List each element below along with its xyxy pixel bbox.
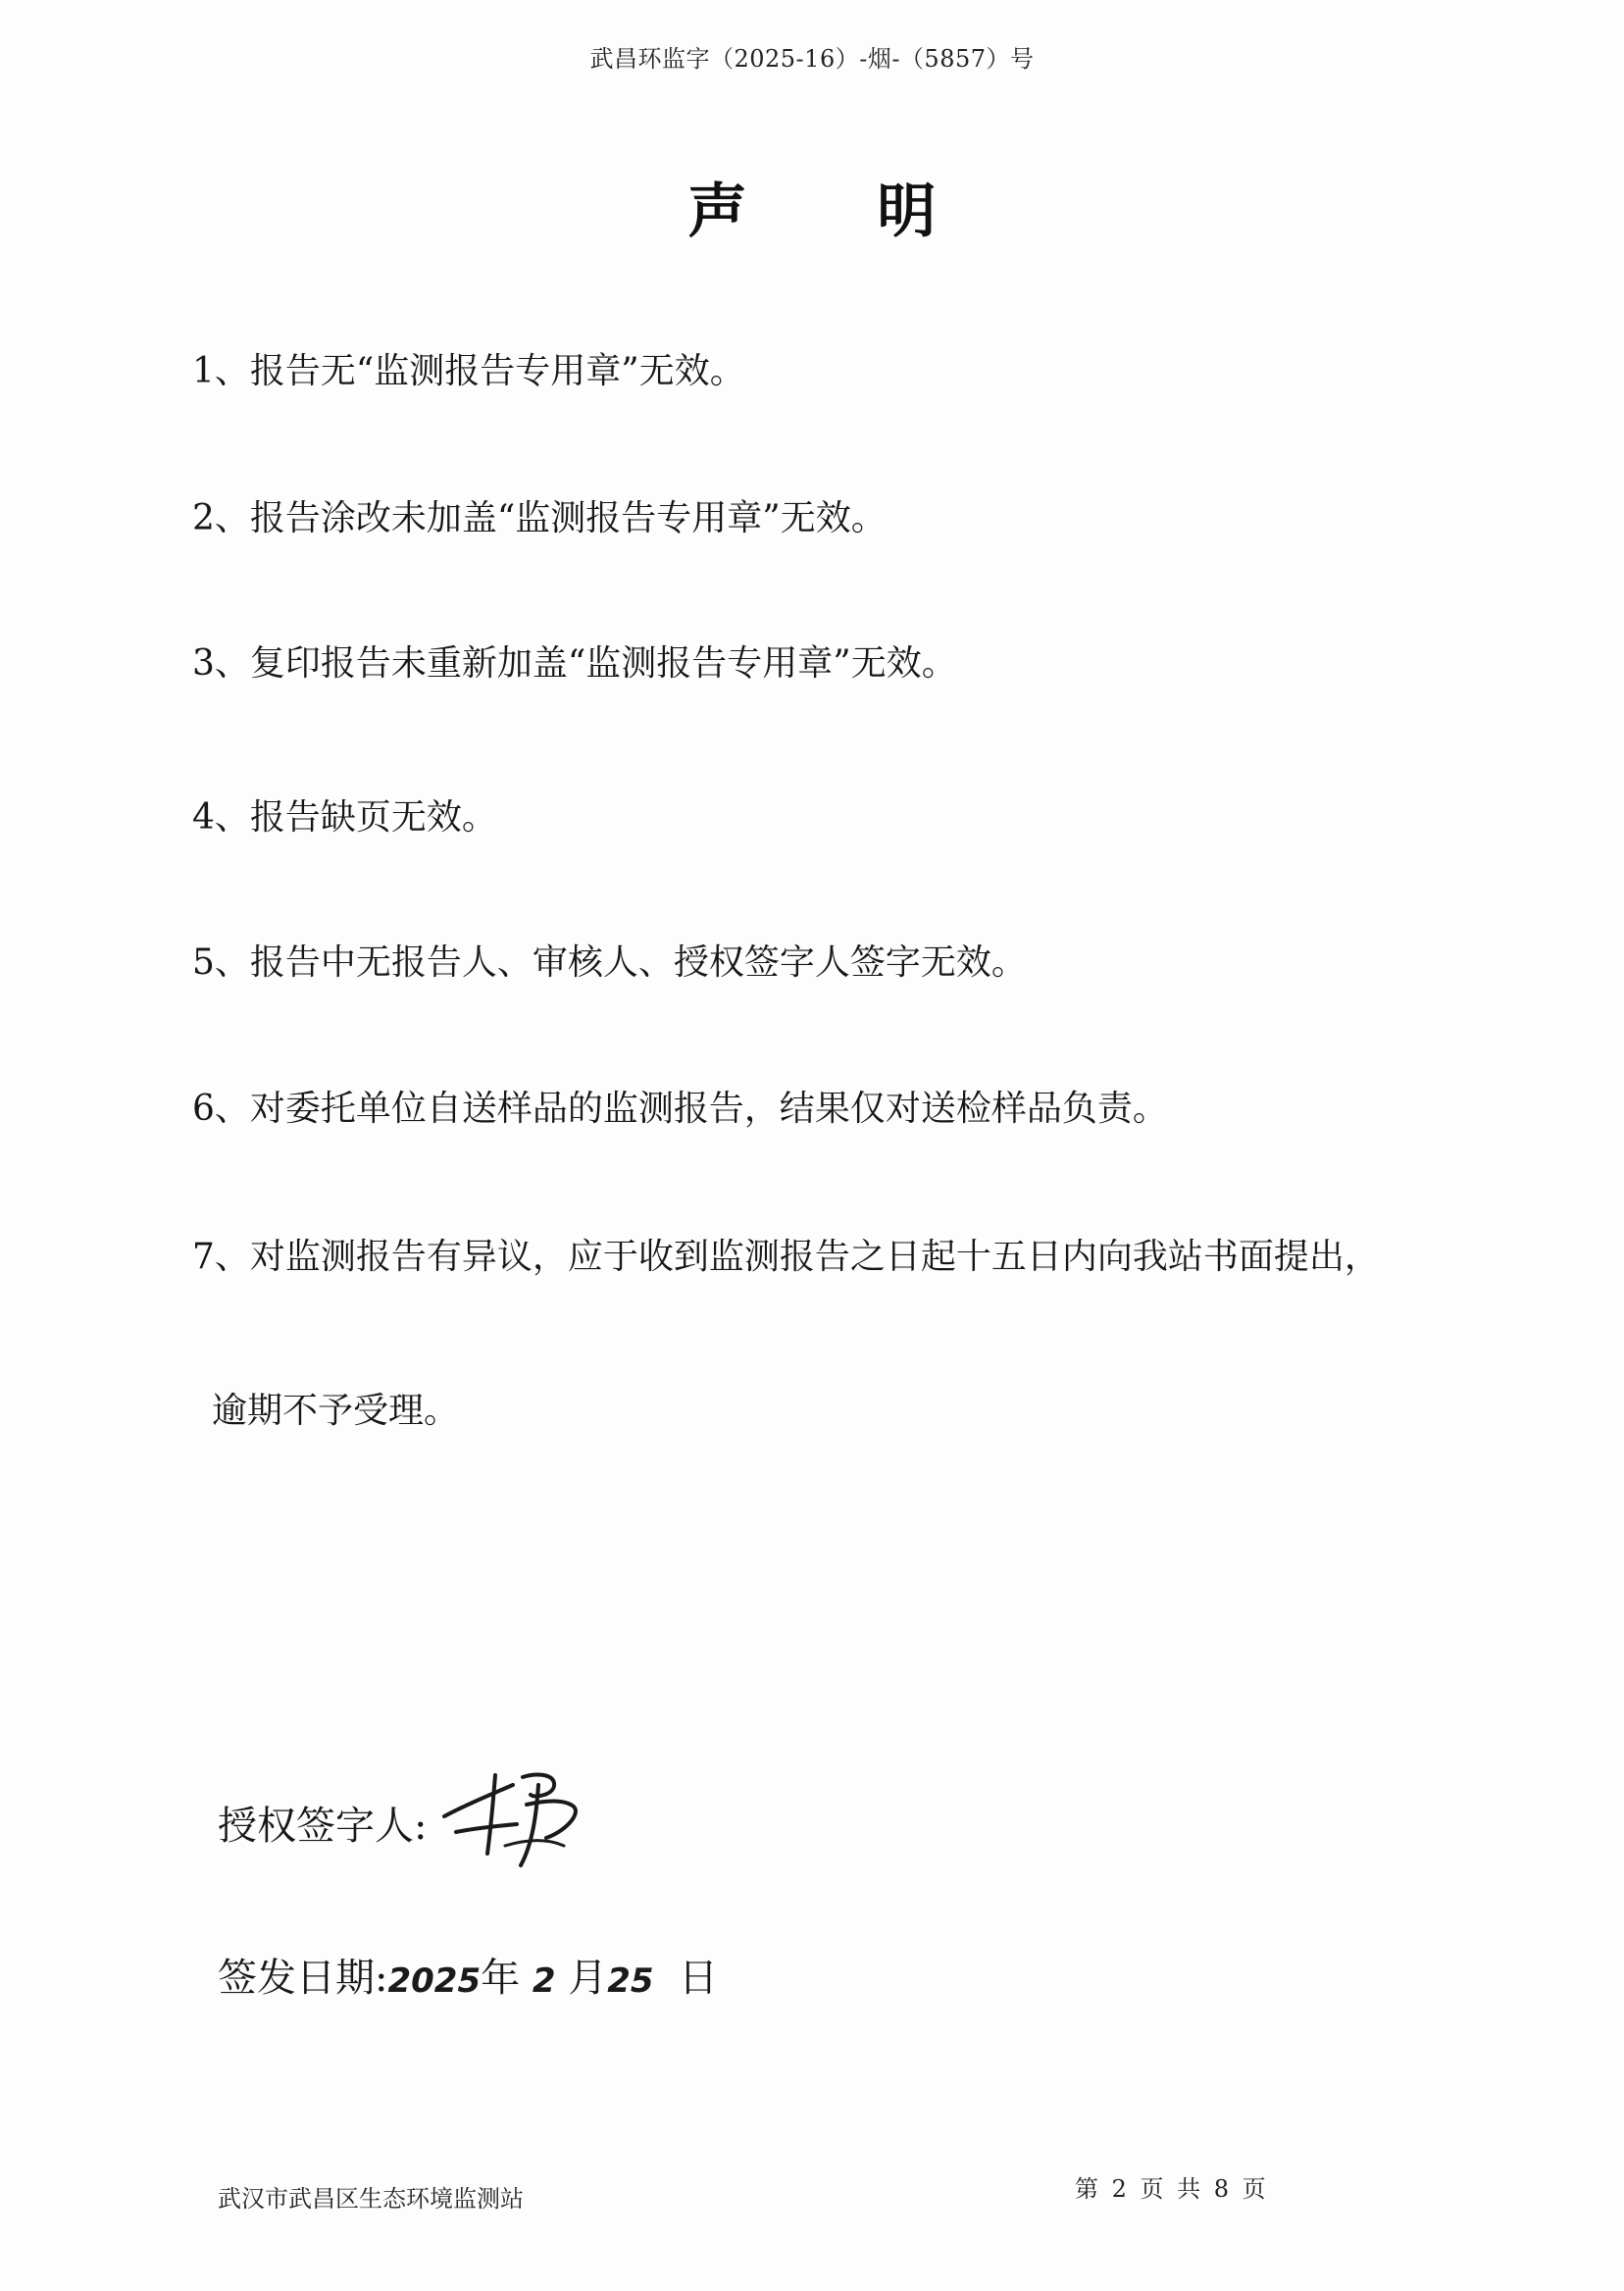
issue-date-year-char: 年	[481, 1956, 521, 2001]
page-title: 声 明	[687, 178, 991, 246]
issue-date-month: 2	[532, 1961, 556, 2001]
clause-6: 6、对委托单位自送样品的监测报告，结果仅对送检样品负责。	[192, 1089, 1168, 1129]
clause-2: 2、报告涂改未加盖“监测报告专用章”无效。	[192, 498, 887, 538]
issue-date-row	[218, 1947, 718, 2003]
issue-date-day-char: 日	[679, 1956, 718, 2001]
footer-organization: 武汉市武昌区生态环境监测站	[218, 2185, 524, 2213]
signatory-row	[218, 1795, 427, 1851]
clause-7: 7、对监测报告有异议，应于收到监测报告之日起十五日内向我站书面提出，	[192, 1237, 1380, 1277]
issue-date-day: 25	[607, 1961, 654, 2001]
report-number: 武昌环监字（2025-16）-烟-（5857）号	[589, 45, 1035, 73]
signatory-label: 授权签字人:	[218, 1804, 428, 1849]
clause-4: 4、报告缺页无效。	[192, 797, 497, 838]
clause-3: 3、复印报告未重新加盖“监测报告专用章”无效。	[192, 643, 957, 684]
issue-date-year: 2025	[387, 1961, 482, 2001]
clause-1: 1、报告无“监测报告专用章”无效。	[192, 351, 745, 391]
issue-date-month-char: 月	[568, 1956, 608, 2001]
clause-7-continued: 逾期不予受理。	[212, 1391, 460, 1431]
footer-page-number: 第 2 页 共 8 页	[1075, 2175, 1266, 2203]
issue-date-label: 签发日期:	[218, 1956, 388, 2001]
clause-5: 5、报告中无报告人、审核人、授权签字人签字无效。	[192, 942, 1027, 983]
handwritten-signature	[436, 1756, 593, 1873]
